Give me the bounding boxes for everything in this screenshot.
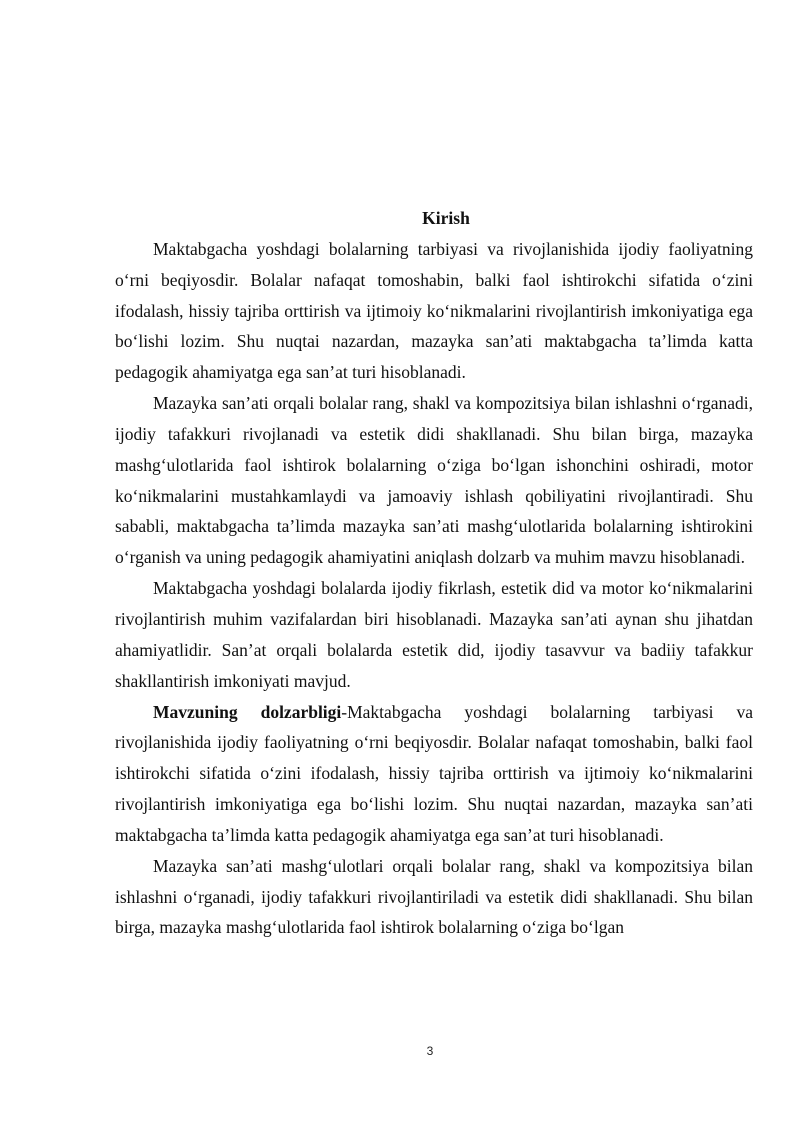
paragraph-text: Maktabgacha yoshdagi bolalarning tarbiyasi va rivojlanishida ijodiy faoliyatning o‘rni beqiyosdir. Bolalar nafaqat tomoshabin, balki faol ishtirokchi sifatida o‘zini ifodalash, hissiy tajriba orttirish va ijtimoiy ko‘nikmalarini rivojlantirish imkoniyatiga ega bo‘lishi lozim. Shu nuqtai nazardan, mazayka san’ati maktabgacha ta’limda katta pedagogik ahamiyatga ega san’at turi hisoblanadi. [115, 238, 753, 383]
paragraph-relevance [115, 697, 753, 851]
section-title: Kirish [422, 208, 470, 228]
paragraph-activities [115, 851, 753, 944]
paragraph-text: Mazayka san’ati orqali bolalar rang, shakl va kompozitsiya bilan ishlashni o‘rganadi, ijodiy tafakkuri rivojlanadi va estetik didi shakllanadi. Shu bilan birga, mazayka mashg‘ulotlarida faol ishtirok bolalarning o‘ziga bo‘lgan ishonchini oshiradi, motor ko‘nikmalarini mustahkamlaydi va jamoaviy ishlash qobiliyatini rivojlantiradi. Shu sababli, maktabgacha ta’limda mazayka san’ati mashg‘ulotlarida bolalarning ishtirokini o‘rganish va uning pedagogik ahamiyatini aniqlash dolzarb va muhim mavzu hisoblanadi. [115, 393, 753, 568]
page-number: 3 [426, 1044, 434, 1058]
paragraph-heading-bold: Mavzuning dolzarbligi [153, 701, 342, 722]
paragraph-text: -Maktabgacha yoshdagi bolalarning tarbiyasi va rivojlanishida ijodiy faoliyatning o‘rni beqiyosdir. Bolalar nafaqat tomoshabin, balki faol ishtirokchi sifatida o‘zini ifodalash, hissiy tajriba orttirish va ijtimoiy ko‘nikmalarini rivojlantirish imkoniyatiga ega bo‘lishi lozim. Shu nuqtai nazardan, mazayka san’ati maktabgacha ta’limda katta pedagogik ahamiyatga ega san’at turi hisoblanadi. [115, 701, 753, 845]
paragraph-mosaic-art [115, 388, 753, 573]
document-body [115, 203, 753, 943]
paragraph-intro [115, 234, 753, 388]
paragraph-creative-thinking [115, 573, 753, 696]
paragraph-text: Maktabgacha yoshdagi bolalarda ijodiy fikrlash, estetik did va motor ko‘nikmalarini rivojlantirish muhim vazifalardan biri hisoblanadi. Mazayka san’ati aynan shu jihatdan ahamiyatlidir. San’at orqali bolalarda estetik did, ijodiy tasavvur va badiiy tafakkur shakllantirish imkoniyati mavjud. [115, 578, 753, 691]
paragraph-text: Mazayka san’ati mashg‘ulotlari orqali bolalar rang, shakl va kompozitsiya bilan ishlashni o‘rganadi, ijodiy tafakkuri rivojlantiriladi va estetik didi shakllanadi. Shu bilan birga, mazayka mashg‘ulotlarida faol ishtirok bolalarning o‘ziga bo‘lgan [115, 855, 753, 938]
